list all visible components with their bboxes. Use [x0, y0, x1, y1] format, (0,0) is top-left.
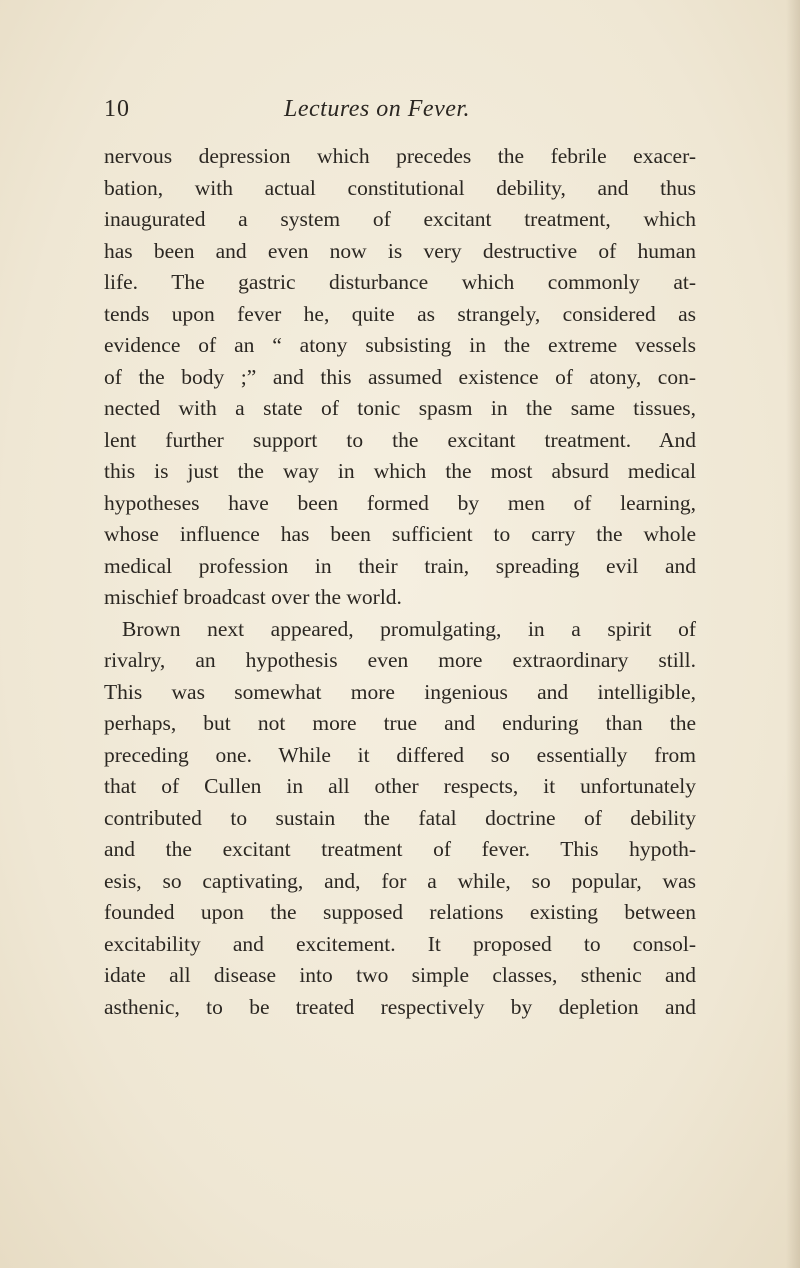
- text-line: perhaps, but not more true and enduring than the: [104, 711, 696, 735]
- running-title: Lectures on Fever.: [284, 96, 471, 122]
- text-line: hypotheses have been formed by men of learning,: [104, 490, 696, 515]
- text-line: evidence of an “ atony subsisting in the extreme vessels: [104, 333, 696, 357]
- page-number: 10: [104, 96, 130, 122]
- text-line: this is just the way in which the most absurd medical: [104, 459, 696, 483]
- running-header: [104, 94, 704, 124]
- text-line: founded upon the supposed relations existing between: [104, 900, 696, 924]
- text-line: lent further support to the excitant treatment. And: [104, 427, 696, 452]
- body-text: [104, 141, 696, 1023]
- text-line: that of Cullen in all other respects, it unfortunately: [104, 774, 696, 798]
- text-line: has been and even now is very destructive of human: [104, 238, 696, 263]
- text-line: inaugurated a system of excitant treatment, which: [104, 207, 696, 231]
- text-line: idate all disease into two simple classes, sthenic and: [104, 963, 696, 987]
- text-line: rivalry, an hypothesis even more extraordinary still.: [104, 648, 696, 672]
- text-line: of the body ;” and this assumed existence of atony, con-: [104, 364, 696, 389]
- text-line: This was somewhat more ingenious and intelligible,: [104, 679, 696, 704]
- text-line: medical profession in their train, spreading evil and: [104, 553, 696, 578]
- text-line: tends upon fever he, quite as strangely, considered as: [104, 301, 696, 326]
- page-edge-shadow: [786, 0, 800, 1268]
- text-line: esis, so captivating, and, for a while, so popular, was: [104, 868, 696, 893]
- text-line: mischief broadcast over the world.: [104, 585, 402, 609]
- text-line: contributed to sustain the fatal doctrine of debility: [104, 805, 696, 830]
- text-line: excitability and excitement. It proposed to consol-: [104, 931, 696, 956]
- text-line: Brown next appeared, promulgating, in a spirit of: [122, 616, 696, 641]
- text-line: nervous depression which precedes the febrile exacer-: [104, 144, 696, 168]
- text-line: bation, with actual constitutional debility, and thus: [104, 175, 696, 200]
- text-line: preceding one. While it differed so essentially from: [104, 742, 696, 767]
- text-line: life. The gastric disturbance which commonly at-: [104, 270, 696, 294]
- text-line: and the excitant treatment of fever. This hypoth-: [104, 837, 696, 861]
- text-line: nected with a state of tonic spasm in the same tissues,: [104, 396, 696, 420]
- text-line: asthenic, to be treated respectively by depletion and: [104, 994, 696, 1019]
- text-line: whose influence has been sufficient to carry the whole: [104, 522, 696, 546]
